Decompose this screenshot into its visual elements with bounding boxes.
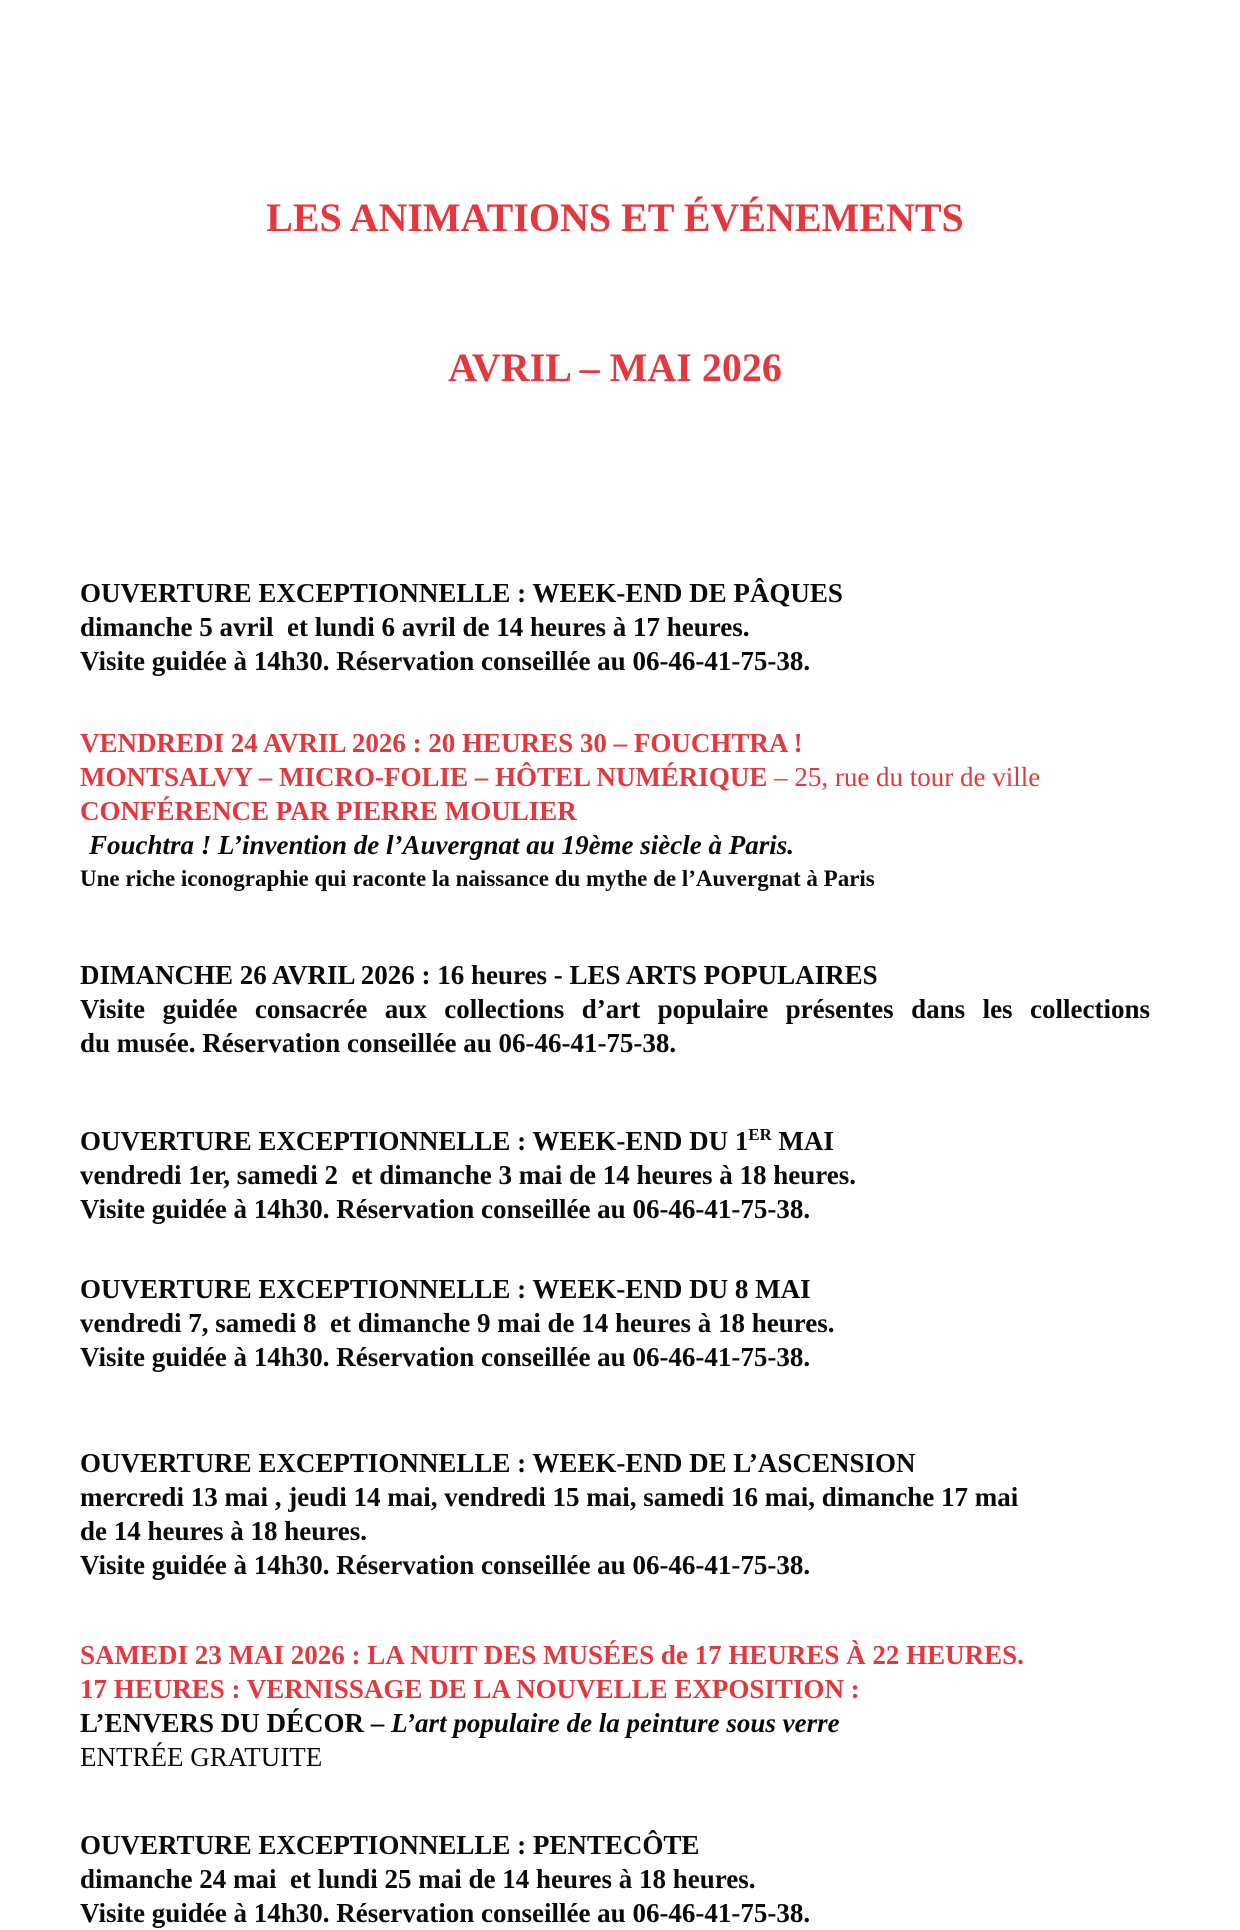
event-date-heading: SAMEDI 23 MAI 2026 : LA NUIT DES MUSÉES de 17 HEURES À 22 HEURES. — [80, 1640, 1024, 1670]
document-title-line2: AVRIL – MAI 2026 — [448, 345, 782, 390]
section-dates: dimanche 5 avril et lundi 6 avril de 14 heures à 17 heures. — [80, 612, 750, 642]
section-dates: dimanche 24 mai et lundi 25 mai de 14 heures à 18 heures. — [80, 1864, 756, 1894]
expo-title — [80, 1706, 1150, 1740]
section-dates: vendredi 1er, samedi 2 et dimanche 3 mai de 14 heures à 18 heures. — [80, 1160, 856, 1190]
section-ouverture-pentecote — [80, 1828, 1150, 1930]
section-ouverture-1er-mai — [80, 1124, 1150, 1226]
section-body-line2: du musée. Réservation conseillée au 06-46-41-75-38. — [80, 1028, 677, 1058]
section-dates-line1: mercredi 13 mai , jeudi 14 mai, vendredi 15 mai, samedi 16 mai, dimanche 17 mai — [80, 1482, 1019, 1512]
event-venue-name: MONTSALVY – MICRO-FOLIE – HÔTEL NUMÉRIQUE — [80, 762, 768, 792]
document-title-line1: LES ANIMATIONS ET ÉVÉNEMENTS — [266, 195, 964, 240]
section-heading: OUVERTURE EXCEPTIONNELLE : WEEK-END DE PÂQUES — [80, 578, 843, 608]
section-visite-info: Visite guidée à 14h30. Réservation conseillée au 06-46-41-75-38. — [80, 1898, 811, 1928]
heading-prefix: OUVERTURE EXCEPTIONNELLE : WEEK-END DU 1 — [80, 1126, 749, 1156]
expo-title-subtitle: L’art populaire de la peinture sous verre — [391, 1708, 840, 1738]
section-nuit-des-musees — [80, 1638, 1150, 1774]
section-body-line1: Visite guidée consacrée aux collections d’art populaire présentes dans les collections — [80, 994, 1150, 1024]
section-ouverture-paques — [80, 576, 1150, 678]
section-heading — [80, 1124, 1150, 1158]
event-description: Une riche iconographie qui raconte la naissance du mythe de l’Auvergnat à Paris — [80, 866, 875, 891]
section-heading: DIMANCHE 26 AVRIL 2026 : 16 heures - LES ARTS POPULAIRES — [80, 960, 878, 990]
section-visite-info: Visite guidée à 14h30. Réservation conseillée au 06-46-41-75-38. — [80, 1550, 811, 1580]
event-date-heading: VENDREDI 24 AVRIL 2026 : 20 HEURES 30 – FOUCHTRA ! — [80, 728, 803, 758]
section-dates-line2: de 14 heures à 18 heures. — [80, 1516, 368, 1546]
section-heading: OUVERTURE EXCEPTIONNELLE : WEEK-END DU 8 MAI — [80, 1274, 811, 1304]
document-title — [80, 93, 1150, 493]
section-ouverture-8-mai — [80, 1272, 1150, 1374]
free-entry-note: ENTRÉE GRATUITE — [80, 1742, 323, 1772]
section-visite-info: Visite guidée à 14h30. Réservation conseillée au 06-46-41-75-38. — [80, 1194, 811, 1224]
expo-title-name: L’ENVERS DU DÉCOR – — [80, 1708, 392, 1738]
event-vernissage-heading: 17 HEURES : VERNISSAGE DE LA NOUVELLE EXPOSITION : — [80, 1674, 860, 1704]
event-speaker: CONFÉRENCE PAR PIERRE MOULIER — [80, 796, 577, 826]
event-venue — [80, 760, 1150, 794]
section-arts-populaires — [80, 958, 1150, 1060]
section-conference-fouchtra — [80, 726, 1150, 896]
section-heading: OUVERTURE EXCEPTIONNELLE : PENTECÔTE — [80, 1830, 700, 1860]
heading-ordinal-sup: ER — [748, 1125, 772, 1144]
section-dates: vendredi 7, samedi 8 et dimanche 9 mai de 14 heures à 18 heures. — [80, 1308, 835, 1338]
section-ouverture-ascension — [80, 1446, 1150, 1582]
heading-suffix: MAI — [771, 1126, 834, 1156]
event-subtitle: Fouchtra ! L’invention de l’Auvergnat au 19ème siècle à Paris. — [89, 830, 795, 860]
section-visite-info: Visite guidée à 14h30. Réservation conseillée au 06-46-41-75-38. — [80, 1342, 811, 1372]
event-venue-address: – 25, rue du tour de ville — [767, 762, 1041, 792]
section-heading: OUVERTURE EXCEPTIONNELLE : WEEK-END DE L’ASCENSION — [80, 1448, 916, 1478]
section-visite-info: Visite guidée à 14h30. Réservation conseillée au 06-46-41-75-38. — [80, 646, 811, 676]
